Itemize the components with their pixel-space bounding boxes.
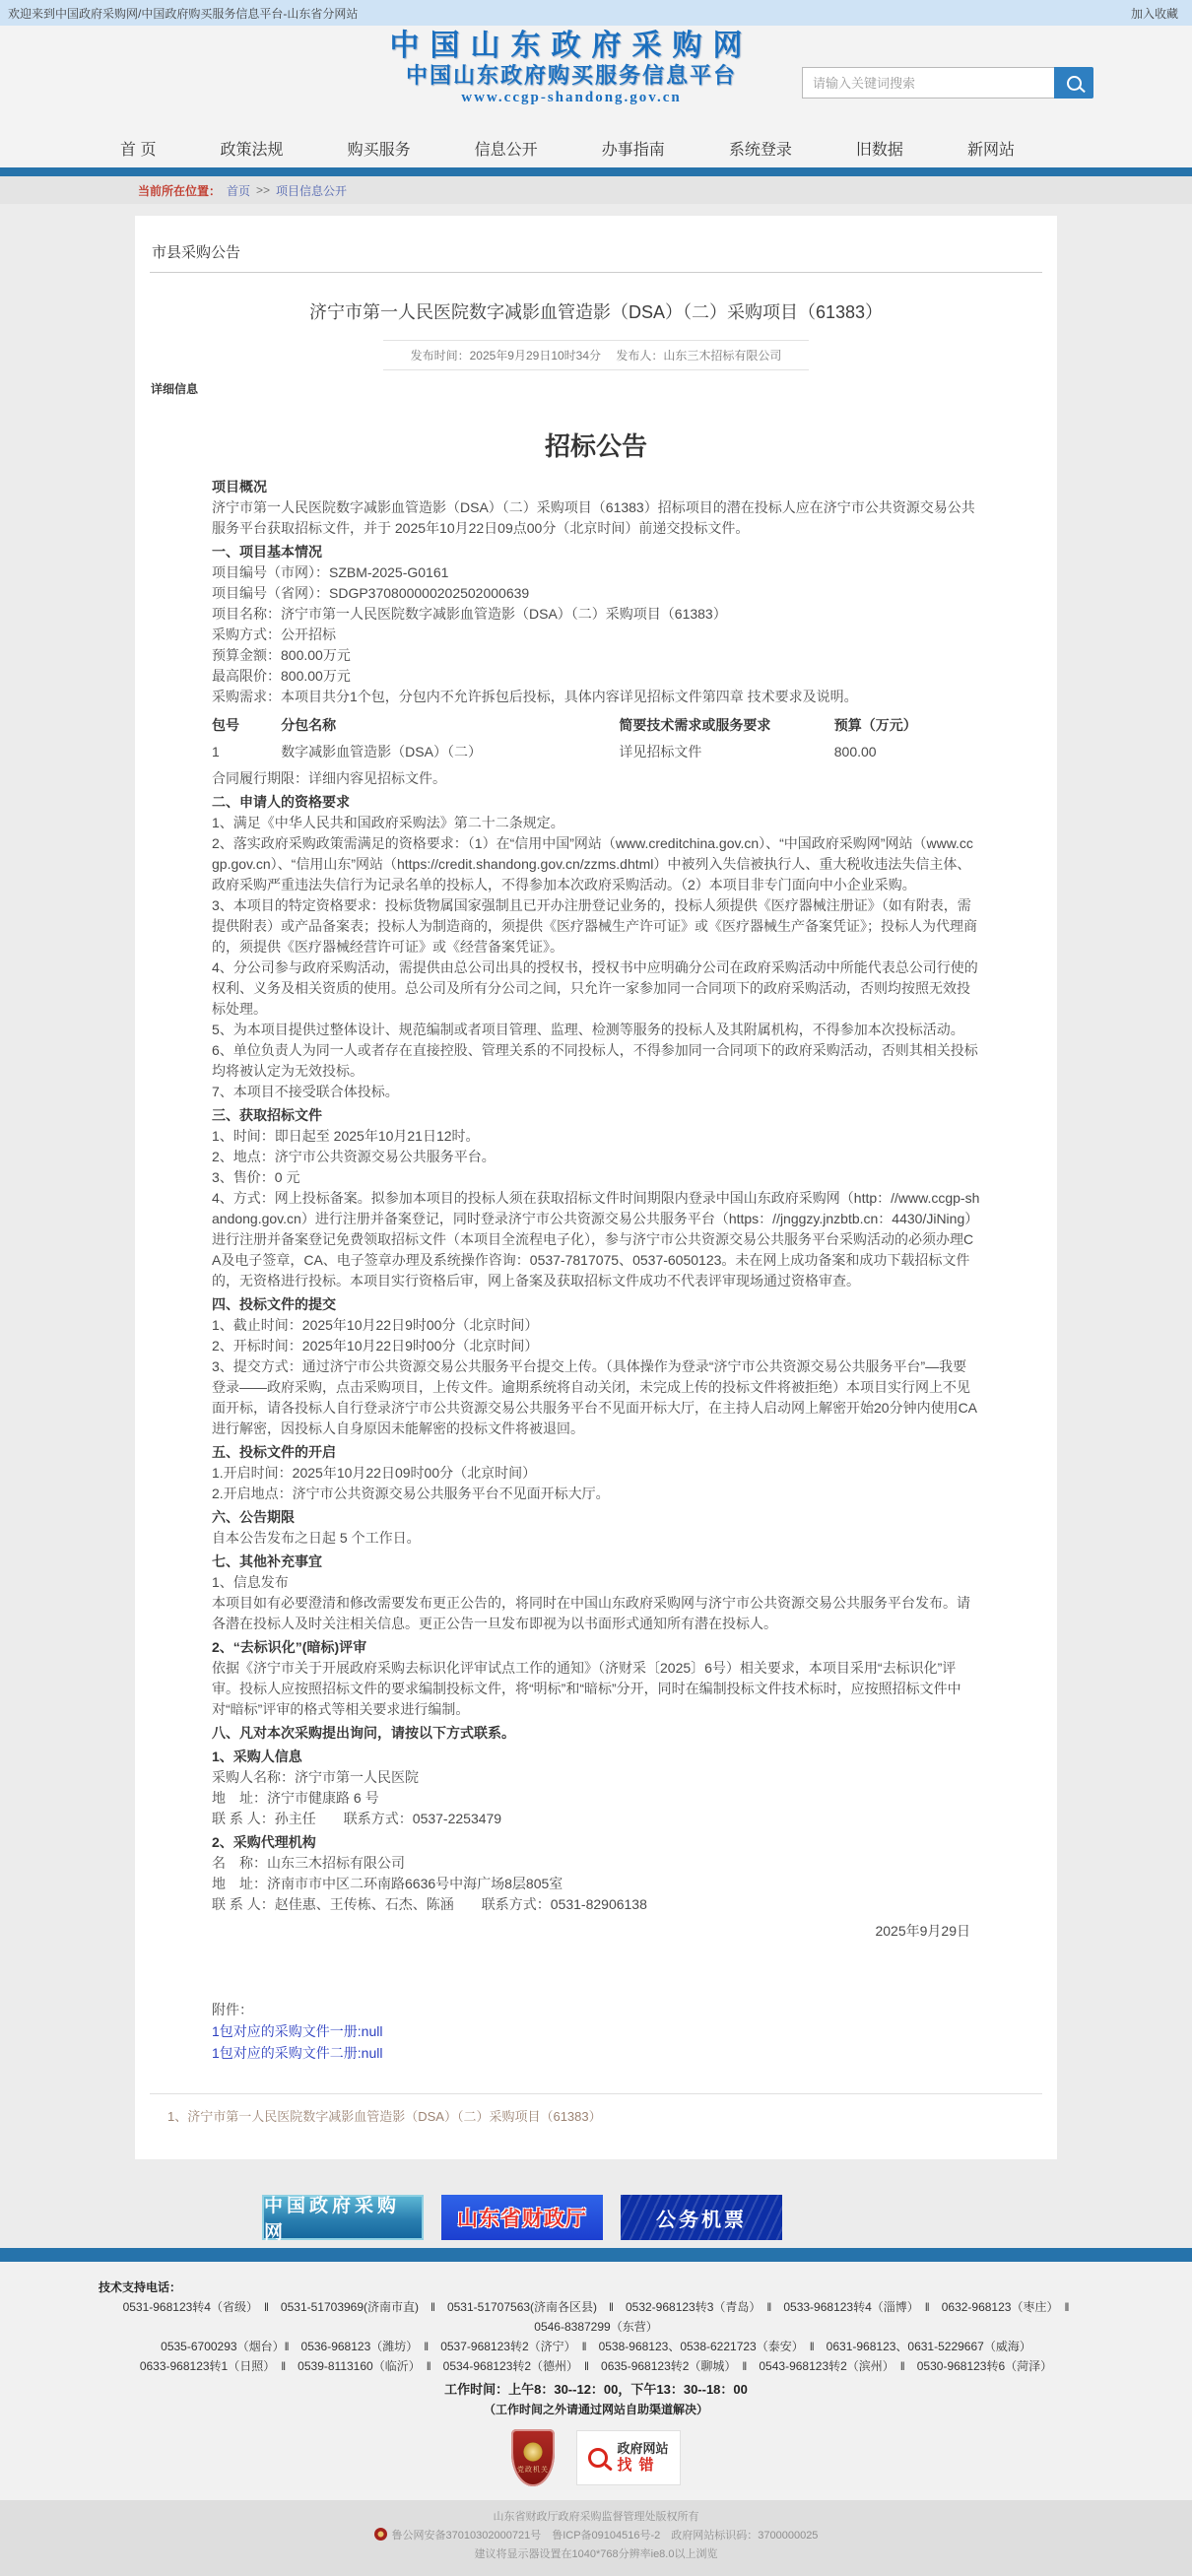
announcement-paragraph: 5、为本项目提供过整体设计、规范编制或者项目管理、监理、检测等服务的投标人及其附属机构，不得参加本次投标活动。 — [212, 1022, 964, 1037]
announcement-paragraph: 采购人名称：济宁市第一人民医院 — [212, 1769, 419, 1785]
footer-badges — [0, 2419, 1192, 2500]
announcement-paragraph: 最高限价：800.00万元 — [212, 668, 351, 684]
publisher-label: 发布人： — [616, 349, 664, 363]
breadcrumb-separator: >> — [256, 183, 271, 197]
content-card — [135, 216, 1057, 2159]
main-nav — [0, 128, 1192, 167]
announcement-paragraph: 自本公告发布之日起 5 个工作日。 — [212, 1530, 421, 1546]
announcement-paragraph: 预算金额：800.00万元 — [212, 647, 351, 663]
nav-item[interactable]: 新网站 — [966, 141, 1015, 159]
col-requirements: 简要技术需求或服务要求 — [619, 717, 771, 733]
announcement-paragraph: 1、采购人信息 — [212, 1749, 302, 1764]
announcement-paragraph: 本项目如有必要澄清和修改需要发布更正公告的，将同时在中国山东政府采购网与济宁市公共资源交易公共服务平台发布。请各潜在投标人及时关注相关信息。更正公告一旦发布即视为以书面形式通知所有潜在投标人。 — [212, 1595, 970, 1631]
announcement-paragraph: 地 址：济宁市健康路 6 号 — [212, 1790, 379, 1806]
announcement-paragraph: 2、落实政府采购政策需满足的资格要求：（1）在“信用中国”网站（www.creditchina.gov.cn）、“中国政府采购网”网站（www.ccgp.gov.cn）、“信用山东”网站（https://credit.shandong.gov.cn/zzms.dhtml）中被列入失信被执行人、重大税收违法失信主体、政府采购严重违法失信行为记录名单的投标人，不得参加本次政府采购活动。（2）本项目非专门面向中小企业采购。 — [212, 835, 973, 892]
support-phone-line: 0633-968123转1（日照） ‖ 0539-8113160（临沂） ‖ 0534-968123转2（德州） ‖ 0635-968123转2（聊城） ‖ 0543-968123转2（滨州） ‖ 0530-968123转6（菏泽） — [139, 2359, 1053, 2373]
error-report-site-label: 政府网站 — [617, 2440, 669, 2456]
work-time: 工作时间：上午8：30--12：00，下午13：30--18：00 — [444, 2382, 748, 2397]
publish-time: 2025年9月29日10时34分 — [469, 349, 602, 363]
error-report-magnifier-icon — [588, 2448, 608, 2468]
announcement-paragraph: 4、分公司参与政府采购活动，需提供由总公司出具的授权书，授权书中应明确分公司在政府采购活动中所能代表总公司行使的权利、义务及相关资质的使用。总公司及所有分公司之间，只允许一家参加同一合同项下的政府采购活动，否则均按照无效投标处理。 — [212, 959, 978, 1017]
resolution-hint-line: 建议将显示器设置在1040*768分辨率ie8.0以上浏览 — [474, 2548, 718, 2560]
attachment-link[interactable]: 1包对应的采购文件一册:null — [212, 2023, 383, 2039]
cell-budget: 800.00 — [833, 744, 877, 760]
nav-item[interactable]: 首 页 — [120, 141, 157, 159]
government-emblem-icon — [523, 2442, 543, 2462]
announcement-paragraph: 7、本项目不接受联合体投标。 — [212, 1084, 399, 1099]
announcement-paragraph: 采购方式：公开招标 — [212, 627, 336, 642]
site-error-report-badge[interactable] — [576, 2430, 681, 2485]
breadcrumb-current[interactable]: 项目信息公开 — [276, 183, 348, 198]
announcement-paragraph: 一、项目基本情况 — [212, 544, 322, 560]
announcement-paragraph: 项目概况 — [212, 479, 267, 495]
announcement-paragraph: 四、投标文件的提交 — [212, 1296, 336, 1312]
announcement-paragraph: 1、截止时间：2025年10月22日9时00分（北京时间） — [212, 1317, 539, 1333]
announcement-paragraph: 1、信息发布 — [212, 1574, 289, 1590]
announcement-paragraph: 七、其他补充事宜 — [212, 1553, 322, 1569]
breadcrumb-label: 当前所在位置： — [138, 183, 222, 198]
announcement-paragraph: 地 址：济南市市中区二环南路6636号中海广场8层805室 — [212, 1876, 563, 1891]
attachment-link[interactable]: 1包对应的采购文件二册:null — [212, 2045, 383, 2061]
public-security-badge-icon — [374, 2528, 387, 2541]
announcement-paragraph: 二、申请人的资格要求 — [212, 794, 350, 810]
footer-divider-bar — [0, 2248, 1192, 2262]
add-favorite-link[interactable]: 加入收藏 — [1130, 6, 1178, 21]
breadcrumb — [0, 176, 1192, 204]
attachments-label: 附件： — [212, 2002, 253, 2017]
announcement-paragraph: 联 系 人：赵佳惠、王传栋、石杰、陈涵 联系方式：0531-82906138 — [212, 1896, 647, 1912]
announcement-paragraph: 6、单位负责人为同一人或者存在直接控股、管理关系的不同投标人，不得参加同一合同项下的政府采购活动，否则其相关投标均将被认定为无效投标。 — [212, 1042, 978, 1079]
banner-official-flight-ticket[interactable]: 公务机票 — [621, 2195, 782, 2240]
announcement-paragraph: 2025年9月29日 — [875, 1923, 970, 1939]
government-badge-label: 党政机关 — [517, 2466, 549, 2474]
package-table-row — [212, 739, 980, 765]
beian-text: 鲁公网安备37010302000721号 鲁ICP备09104516号-2 政府网站标识码：3700000025 — [391, 2530, 819, 2542]
announcement-paragraph: 三、获取招标文件 — [212, 1107, 322, 1123]
welcome-text: 欢迎来到中国政府采购网/中国政府购买服务信息平台-山东省分网站 — [8, 6, 359, 21]
publish-time-label: 发布时间： — [410, 349, 470, 363]
footer — [0, 2262, 1192, 2500]
beian-line — [0, 2527, 1192, 2545]
announcement-paragraph: 1、满足《中华人民共和国政府采购法》第二十二条规定。 — [212, 815, 564, 830]
search-input[interactable] — [802, 67, 1054, 99]
announcement-paragraph: 2、采购代理机构 — [212, 1834, 316, 1850]
top-bar — [0, 0, 1192, 26]
error-report-find-label: 找错 — [617, 2456, 661, 2474]
announcement-paragraph: 项目编号（市网）：SZBM-2025-G0161 — [212, 564, 449, 580]
related-list — [150, 2093, 1042, 2134]
announcement-paragraph: 项目名称：济宁市第一人民医院数字减影血管造影（DSA）（二）采购项目（61383） — [212, 606, 727, 622]
support-phone-line: 0535-6700293（烟台）‖ 0536-968123（潍坊） ‖ 0537-968123转2（济宁） ‖ 0538-968123、0538-6221723（泰安） ‖ 0631-968123、0631-5229667（威海） — [161, 2340, 1031, 2353]
logo-url: www.ccgp-shandong.gov.cn — [461, 90, 682, 105]
announcement-paragraph: 八、凡对本次采购提出询问，请按以下方式联系。 — [212, 1725, 515, 1741]
publish-meta — [383, 340, 810, 370]
page-title: 济宁市第一人民医院数字减影血管造影（DSA）（二）采购项目（61383） — [308, 302, 884, 322]
publisher: 山东三木招标有限公司 — [663, 349, 782, 363]
announcement-paragraph: 合同履行期限：详细内容见招标文件。 — [212, 770, 446, 786]
related-item-link[interactable]: 1、济宁市第一人民医院数字减影血管造影（DSA）（二）采购项目（61383） — [167, 2109, 602, 2124]
col-budget: 预算（万元） — [833, 717, 917, 733]
announcement-paragraph: 名 称：山东三木招标有限公司 — [212, 1855, 405, 1871]
attachments-section — [212, 1999, 980, 2064]
government-agency-badge[interactable] — [511, 2429, 555, 2486]
package-table — [212, 712, 980, 765]
announcement-paragraph: 五、投标文件的开启 — [212, 1444, 336, 1460]
after-hours-note: （工作时间之外请通过网站自助渠道解决） — [483, 2403, 708, 2416]
nav-item[interactable]: 办事指南 — [601, 141, 665, 159]
cell-package-no: 1 — [212, 744, 220, 760]
announcement-paragraph: 4、方式：网上投标备案。拟参加本项目的投标人须在获取招标文件时间期限内登录中国山东政府采购网（http：//www.ccgp-shandong.gov.cn）进行注册并备案登记，同时登录济宁市公共资源交易公共服务平台（https：//jnggzy.jnzbtb.cn：4430/JiNing）进行注册并备案登记免费领取招标文件（本项目全流程电子化），参与济宁市公共资源交易公共服务平台采购活动的必须办理CA及电子签章，CA、电子签章办理及系统操作咨询：0537-7817075、0537-6050123。未在网上成功备案和成功下载招标文件的，无资格进行投标。本项目实行资格后审，网上备案及获取招标文件成功不代表评审现场通过资格审查。 — [212, 1190, 980, 1288]
logo-line2: 中国山东政府购买服务信息平台 — [405, 63, 737, 88]
announcement-paragraph: 3、售价：0 元 — [212, 1169, 300, 1185]
announcement-paragraph: 1、时间：即日起至 2025年10月21日12时。 — [212, 1128, 480, 1144]
site-header — [0, 26, 1192, 128]
footer-banners — [262, 2195, 1192, 2243]
search-box — [802, 67, 1093, 99]
support-phone-line: 0546-8387299（东营） — [534, 2320, 658, 2334]
announcement-paragraph: 2、开标时间：2025年10月22日9时00分（北京时间） — [212, 1338, 539, 1354]
banner-ccgp[interactable]: 中国政府采购网 — [262, 2195, 424, 2240]
announcement-paragraph: 3、提交方式：通过济宁市公共资源交易公共服务平台提交上传。（具体操作为登录“济宁市公共资源交易公共服务平台”—我要登录——政府采购，点击采购项目，上传文件。逾期系统将自动关闭，未完成上传的投标文件将被拒绝）本项目实行网上不见面开标，请各投标人自行登录济宁市公共资源交易公共服务平台不见面开标大厅，在主持人启动网上解密开始20分钟内使用CA进行解密，因投标人自身原因未能解密的投标文件将被退回。 — [212, 1358, 978, 1436]
tech-support-label: 技术支持电话： — [99, 2280, 182, 2294]
announcement-paragraph: 2、“去标识化”(暗标)评审 — [212, 1639, 367, 1655]
nav-divider-bar — [0, 167, 1192, 176]
breadcrumb-home[interactable]: 首页 — [227, 183, 251, 198]
search-button[interactable] — [1054, 67, 1093, 99]
announcement-paragraph: 2、地点：济宁市公共资源交易公共服务平台。 — [212, 1149, 496, 1164]
col-package-no: 包号 — [212, 717, 239, 733]
tab-detail-info[interactable]: 详细信息 — [151, 382, 199, 396]
announcement-paragraph: 济宁市第一人民医院数字减影血管造影（DSA）（二）采购项目（61383）招标项目的潜在投标人应在济宁市公共资源交易公共服务平台获取招标文件，并于 2025年10月22日09点00分（北京时间）前递交投标文件。 — [212, 499, 975, 536]
banner-shandong-finance[interactable]: 山东省财政厅 — [441, 2195, 603, 2240]
nav-item[interactable]: 系统登录 — [728, 141, 792, 159]
col-package-name: 分包名称 — [281, 717, 337, 733]
logo-line1: 中国山东政府采购网 — [389, 30, 754, 62]
nav-item[interactable]: 购买服务 — [347, 141, 411, 159]
announcement-paragraph: 1.开启时间：2025年10月22日09时00分（北京时间） — [212, 1465, 537, 1481]
nav-item[interactable]: 信息公开 — [474, 141, 538, 159]
announcement-paragraph: 依据《济宁市关于开展政府采购去标识化评审试点工作的通知》（济财采〔2025〕6号）相关要求，本项目采用“去标识化”评审。投标人应按照招标文件的要求编制投标文件，将“明标”和“暗标”分开，同时在编制投标文件技术标时，应按照招标文件中对“暗标”评审的格式等相关要求进行编制。 — [212, 1660, 961, 1717]
announcement-paragraph: 六、公告期限 — [212, 1509, 295, 1525]
copyright-line: 山东省财政厅政府采购监督管理处版权所有 — [493, 2511, 699, 2523]
nav-item[interactable]: 旧数据 — [855, 141, 903, 159]
announcement-body — [212, 477, 980, 2064]
announcement-paragraph: 3、本项目的特定资格要求：投标货物属国家强制且已开办注册登记业务的，投标人须提供《医疗器械注册证》（如有附表，需提供附表）或产品备案表；投标人为制造商的，须提供《医疗器械生产许可证》或《医疗器械生产备案凭证》；投标人为代理商的，须提供《医疗器械经营许可证》或《经营备案凭证》。 — [212, 897, 977, 955]
announcement-title: 招标公告 — [544, 431, 647, 461]
announcement-paragraph: 2.开启地点：济宁市公共资源交易公共服务平台不见面开标大厅。 — [212, 1486, 610, 1501]
cell-package-name: 数字减影血管造影（DSA）（二） — [281, 744, 482, 760]
site-logo — [340, 30, 803, 106]
package-table-header — [212, 712, 980, 739]
search-icon — [1067, 76, 1082, 91]
category-title: 市县采购公告 — [150, 216, 1042, 273]
announcement-paragraph: 采购需求：本项目共分1个包，分包内不允许拆包后投标，具体内容详见招标文件第四章 技术要求及说明。 — [212, 689, 858, 704]
cell-requirements: 详见招标文件 — [619, 744, 702, 760]
nav-item[interactable]: 政策法规 — [220, 141, 284, 159]
announcement-paragraph: 项目编号（省网）：SDGP370800000202502000639 — [212, 585, 530, 601]
support-phone-line: 0531-968123转4（省级） ‖ 0531-51703969(济南市直) ‖ 0531-51707563(济南各区县) ‖ 0532-968123转3（青岛） ‖ 0533-968123转4（淄博） ‖ 0632-968123（枣庄） ‖ — [122, 2300, 1070, 2314]
announcement-paragraph: 联 系 人：孙主任 联系方式：0537-2253479 — [212, 1811, 502, 1826]
footer-copyright — [0, 2500, 1192, 2576]
